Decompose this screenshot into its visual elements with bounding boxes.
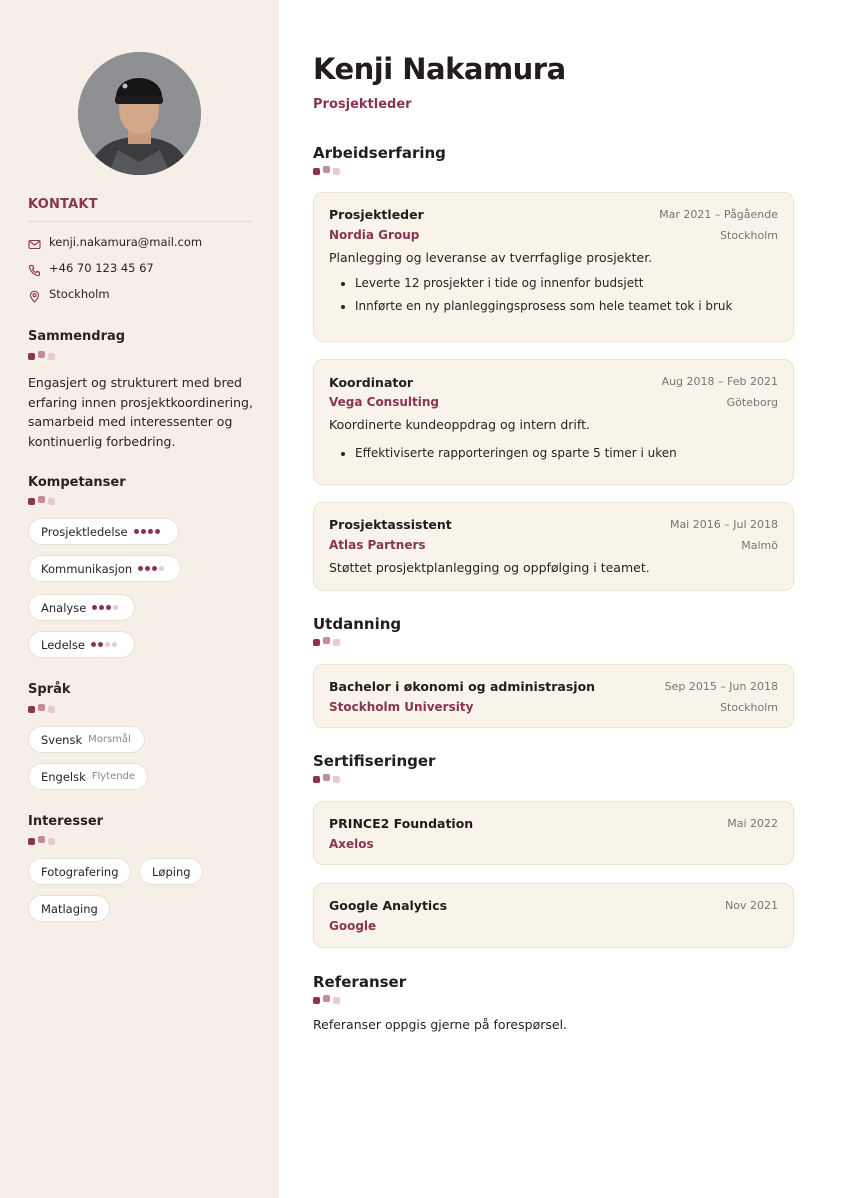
phone-text: +46 70 123 45 67 (49, 261, 154, 275)
certification-issuer: Google (329, 919, 377, 933)
interest-pill: Matlaging (28, 895, 110, 922)
education-heading: Utdanning (313, 615, 402, 633)
candidate-title: Prosjektleder (313, 97, 412, 112)
interests-heading: Interesser (28, 814, 104, 829)
job-title: Prosjektleder (329, 207, 424, 222)
level-dot (141, 529, 146, 534)
level-dot (112, 642, 117, 647)
section-accent-dots (313, 776, 340, 783)
experience-card (313, 502, 794, 591)
email-icon (28, 236, 41, 249)
skill-pill (28, 518, 179, 545)
skill-level-dots (134, 529, 160, 534)
skill-label: Analyse (41, 600, 87, 615)
section-accent-dots (313, 639, 340, 646)
job-bullets (329, 272, 732, 318)
language-pill (28, 763, 148, 790)
experience-card (313, 359, 794, 485)
job-location: Göteborg (726, 396, 778, 409)
company-name: Vega Consulting (329, 395, 440, 409)
language-label: Svensk (41, 732, 83, 747)
summary-heading: Sammendrag (28, 329, 126, 344)
level-dot (152, 566, 157, 571)
skill-pill (28, 555, 181, 582)
language-level: Morsmål (88, 734, 131, 745)
section-accent-dots (28, 353, 55, 360)
certifications-heading: Sertifiseringer (313, 752, 436, 770)
skill-level-dots (91, 642, 117, 647)
job-location: Stockholm (720, 229, 778, 242)
skill-level-dots (138, 566, 164, 571)
company-name: Nordia Group (329, 228, 420, 242)
job-dates: Mai 2016 – Jul 2018 (669, 518, 778, 531)
job-dates: Mar 2021 – Pågående (659, 208, 778, 221)
section-accent-dots (28, 838, 55, 845)
language-level: Flytende (91, 771, 136, 782)
job-location: Malmö (741, 539, 778, 552)
phone-icon (28, 262, 41, 275)
certification-date: Nov 2021 (725, 899, 778, 912)
school-name: Stockholm University (329, 700, 474, 714)
section-accent-dots (28, 706, 55, 713)
references-text: Referanser oppgis gjerne på forespørsel. (313, 1017, 568, 1032)
job-bullet: • Innførte en ny planleggingsprosess som hele teamet tok i bruk (355, 295, 732, 318)
level-dot (92, 605, 97, 610)
level-dot (98, 642, 103, 647)
job-bullets (329, 442, 677, 465)
level-dot (105, 642, 110, 647)
job-bullet: • Effektiviserte rapporteringen og sparte 5 timer i uken (355, 442, 677, 465)
level-dot (113, 605, 118, 610)
profile-photo (78, 52, 201, 175)
language-pill (28, 726, 145, 753)
level-dot (148, 529, 153, 534)
job-dates: Aug 2018 – Feb 2021 (661, 375, 778, 388)
contact-heading: KONTAKT (28, 197, 98, 212)
level-dot (106, 605, 111, 610)
contact-phone[interactable] (28, 260, 154, 276)
level-dot (159, 566, 164, 571)
job-description: Støttet prosjektplanlegging og oppfølging i teamet. (329, 560, 650, 575)
job-description: Planlegging og leveranse av tverrfaglige prosjekter. (329, 250, 653, 265)
main-content (279, 0, 846, 1198)
certification-title: Google Analytics (329, 898, 448, 913)
level-dot (138, 566, 143, 571)
certification-card (313, 883, 794, 948)
education-dates: Sep 2015 – Jun 2018 (664, 680, 778, 693)
certification-issuer: Axelos (329, 837, 374, 851)
candidate-name: Kenji Nakamura (313, 52, 566, 86)
certification-date: Mai 2022 (727, 817, 778, 830)
certification-card (313, 801, 794, 865)
skills-heading: Kompetanser (28, 475, 126, 490)
job-title: Prosjektassistent (329, 517, 452, 532)
company-name: Atlas Partners (329, 538, 426, 552)
contact-divider (28, 221, 252, 222)
skill-label: Prosjektledelse (41, 524, 128, 539)
references-heading: Referanser (313, 973, 407, 991)
summary-text: Engasjert og strukturert med bred erfaring innen prosjektkoordinering, samarbeid med interessenter og kontinuerlig forbedring. (28, 375, 253, 449)
skill-label: Kommunikasjon (41, 561, 133, 576)
level-dot (145, 566, 150, 571)
level-dot (99, 605, 104, 610)
section-accent-dots (313, 168, 340, 175)
experience-card (313, 192, 794, 342)
education-location: Stockholm (720, 701, 778, 714)
contact-location (28, 286, 110, 302)
contact-email[interactable] (28, 234, 202, 250)
sidebar (0, 0, 279, 1198)
skill-pill (28, 594, 135, 621)
level-dot (91, 642, 96, 647)
education-card (313, 664, 794, 728)
skill-level-dots (92, 605, 118, 610)
location-text: Stockholm (49, 287, 110, 301)
job-title: Koordinator (329, 375, 414, 390)
skill-pill (28, 631, 135, 658)
language-label: Engelsk (41, 769, 86, 784)
job-bullet: • Leverte 12 prosjekter i tide og innenfor budsjett (355, 272, 732, 295)
experience-heading: Arbeidserfaring (313, 144, 446, 162)
location-pin-icon (28, 288, 41, 301)
level-dot (155, 529, 160, 534)
interest-pill: Løping (139, 858, 203, 885)
section-accent-dots (313, 997, 340, 1004)
certification-title: PRINCE2 Foundation (329, 816, 474, 831)
section-accent-dots (28, 498, 55, 505)
degree-title: Bachelor i økonomi og administrasjon (329, 679, 596, 694)
languages-heading: Språk (28, 682, 71, 697)
job-description: Koordinerte kundeoppdrag og intern drift. (329, 417, 590, 432)
level-dot (134, 529, 139, 534)
email-text: kenji.nakamura@mail.com (49, 235, 203, 249)
interest-pill: Fotografering (28, 858, 131, 885)
skill-label: Ledelse (41, 637, 85, 652)
